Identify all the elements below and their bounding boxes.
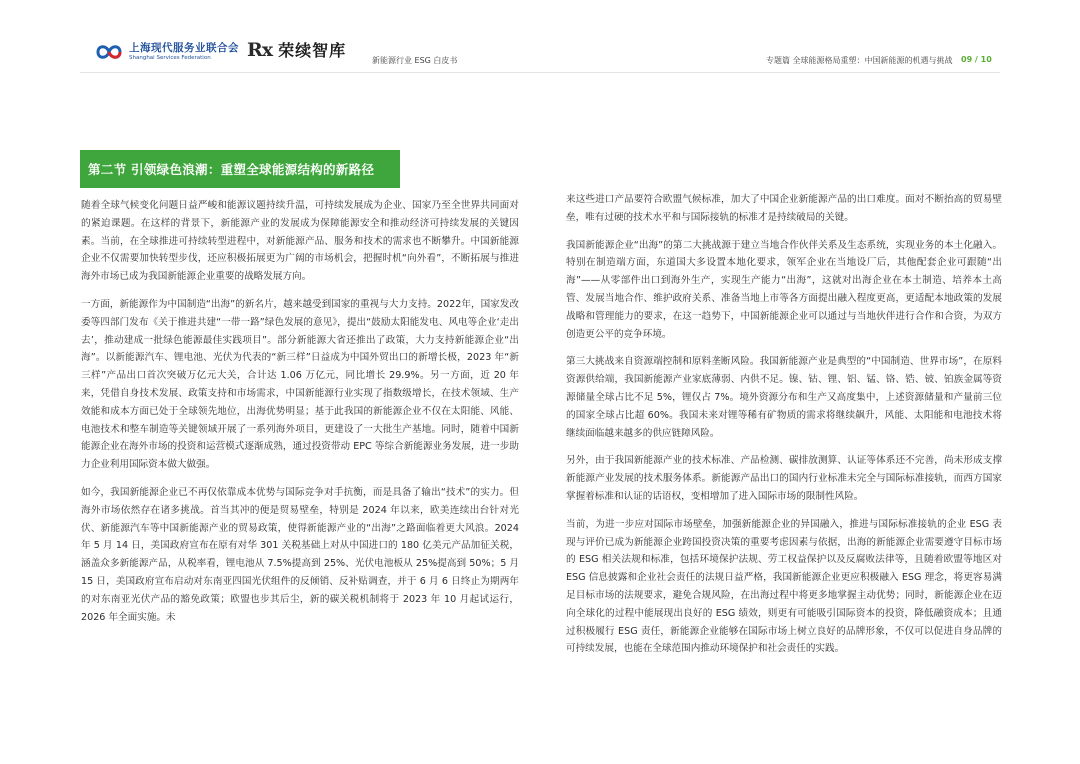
document-title: 新能源行业 ESG 白皮书 [372, 56, 458, 65]
paragraph: 第三大挑战来自资源端控制和原料垄断风险。我国新能源产业是典型的“中国制造、世界市场”，在原料资源供给端，我国新能源产业家底薄弱、内供不足。镍、钴、锂、铝、锰、铬、锆、铍、铂族金属等资源储量全球占比不足 5%，锂仅占 7%。境外资源分布和生产又高度集中，上述资源储量和产量前三位的国家全球占比超 60%。我国未来对锂等稀有矿物质的需求将继续飙升，风能、太阳能和电池技术将继续面临越来越多的供应链障风险。 [566, 356, 1002, 439]
paragraph: 当前，为进一步应对国际市场壁垒，加强新能源企业的异国融入，推进与国际标准接轨的企业 ESG 表现与评价已成为新能源企业跨国投资决策的重要考虑因素与依据，出海的新能源企业需要遵守目标市场的 ESG 相关法规和标准，包括环境保护法规、劳工权益保护以及反腐败法律等，且随着欧盟等地区对 ESG 信息披露和企业社会责任的法规日益严格，我国新能源企业更应积极融入 ESG 理念，将更容易满足目标市场的法规要求，避免合规风险，在出海过程中将更多地掌握主动优势；同时，新能源企业在迈向全球化的过程中能展现出良好的 ESG 绩效，则更有可能吸引国际资本的投资，降低融资成本；且通过积极履行 ESG 责任，新能源企业能够在国际市场上树立良好的品牌形象，不仅可以促进自身品牌的可持续发展，也能在全球范围内推动环境保护和社会责任的实践。 [566, 518, 1002, 655]
section-heading: 第二节 引领绿色浪潮：重塑全球能源结构的新路径 [80, 150, 400, 188]
paragraph: 来这些进口产品要符合欧盟气候标准，加大了中国企业新能源产品的出口难度。面对不断抬高的贸易壁垒，唯有过硬的技术水平和与国际接轨的标准才是持续破局的关键。 [566, 194, 1002, 223]
ssf-logo [95, 40, 239, 64]
paragraph: 我国新能源企业“出海”的第二大挑战源于建立当地合作伙伴关系及生态系统，实现业务的本土化融入。特别在制造端方面，东道国大多设置本地化要求，领军企业在当地设厂后，其他配套企业可跟随“出海”——从零部件出口到海外生产，实现生产能力“出海”，这就对出海企业在本土制造、培养本土高管、发展当地合作、维护政府关系、准备当地上市等各方面提出融入程度更高，更适配本地政策的发展战略和管理能力的要求，在这一趋势下，中国新能源企业可以通过与当地伙伴进行合作和合资，为双方创造更公平的竞争环境。 [566, 239, 1002, 340]
rongxu-logo-name: 荣续智库 [278, 41, 347, 60]
ssf-logo-cn: 上海现代服务业联合会 [129, 42, 239, 54]
paragraph: 一方面，新能源作为中国制造“出海”的新名片，越来越受到国家的重视与大力支持。2022年，国家发改委等四部门发布《关于推进共建“一带一路”绿色发展的意见》，提出“鼓励太阳能发电、风电等企业‘走出去’，推动建成一批绿色能源最佳实践项目”。部分新能源大省还推出了政策，大力支持新能源企业“出海”。以新能源汽车、锂电池、光伏为代表的“新三样”日益成为中国外贸出口的新增长极，2023 年“新三样”产品出口首次突破万亿元大关，合计达 1.06 万亿元，同比增长 29.9%。另一方面，近 20 年来，凭借自身技术发展、政策支持和市场需求，中国新能源行业实现了指数级增长，在技术领域、生产效能和成本方面已处于全球领先地位，出海优势明显；基于此我国的新能源企业不仅在太阳能、风能、电池技术和整车制造等关键领域开展了一系列海外项目，更建设了一大批生产基地。同时，随着中国新能源企业在海外市场的投资和运营模式逐渐成熟，通过投资带动 EPC 等综合新能源业务发展，进一步助力企业利用国际资本做大做强。 [81, 298, 519, 471]
paragraph: 如今，我国新能源企业已不再仅依靠成本优势与国际竞争对手抗衡，而是具备了输出“技术”的实力。但海外市场依然存在诸多挑战。首当其冲的便是贸易壁垒，特别是 2024 年以来，欧美连续出台针对光伏、新能源汽车等中国新能源产业的贸易政策，使得新能源产业的“出海”之路面临着更大风浪。2024 年 5 月 14 日，美国政府宣布在原有对华 301 关税基础上对从中国进口的 180 亿美元产品加征关税，涵盖众多新能源产品，从税率看，锂电池从 7.5%提高到 25%、光伏电池板从 25%提高到 50%；5 月 15 日，美国政府宣布启动对东南亚四国光伏组件的反倾销、反补贴调查，并于 6 月 6 日终止为期两年的对东南亚光伏产品的豁免政策；欧盟也步其后尘，新的碳关税机制将于 2023 年 10 月起试运行，2026 年全面实施。未 [81, 486, 519, 623]
paragraph: 随着全球气候变化问题日益严峻和能源议题持续升温，可持续发展成为企业、国家乃至全世界共同面对的紧迫课题。在这样的背景下，新能源产业的发展成为保障能源安全和推动经济可持续发展的关键因素。当前，在全球推进可持续转型进程中，对新能源产品、服务和技术的需求也不断攀升。中国新能源企业不仅需要加快转型步伐，还应积极拓展更为广阔的市场机会，把握时机“向外看”，不断拓展与推进海外市场已成为我国新能源企业重要的战略发展方向。 [81, 200, 519, 283]
left-column [81, 197, 519, 636]
header-divider [80, 72, 1000, 73]
paragraph: 另外，由于我国新能源产业的技术标准、产品检测、碳排放测算、认证等体系还不完善，尚未形成支撑新能源产业发展的技术服务体系。新能源产品出口的国内行业标准未完全与国际标准接轨，而西方国家掌握着标准和认证的话语权，变相增加了进入国际市场的限制性风险。 [566, 455, 1002, 502]
ssf-logo-en: Shanghai Services Federation [129, 55, 211, 61]
right-column [566, 191, 1002, 668]
running-section-title: 专题篇 全球能源格局重塑：中国新能源的机遇与挑战 [766, 56, 953, 65]
rongxu-logo-mark: Rx [247, 38, 273, 61]
ssf-logo-icon [95, 40, 123, 64]
rongxu-logo [247, 38, 346, 61]
page-header [0, 0, 1080, 80]
page-number: 09 / 10 [961, 55, 992, 64]
